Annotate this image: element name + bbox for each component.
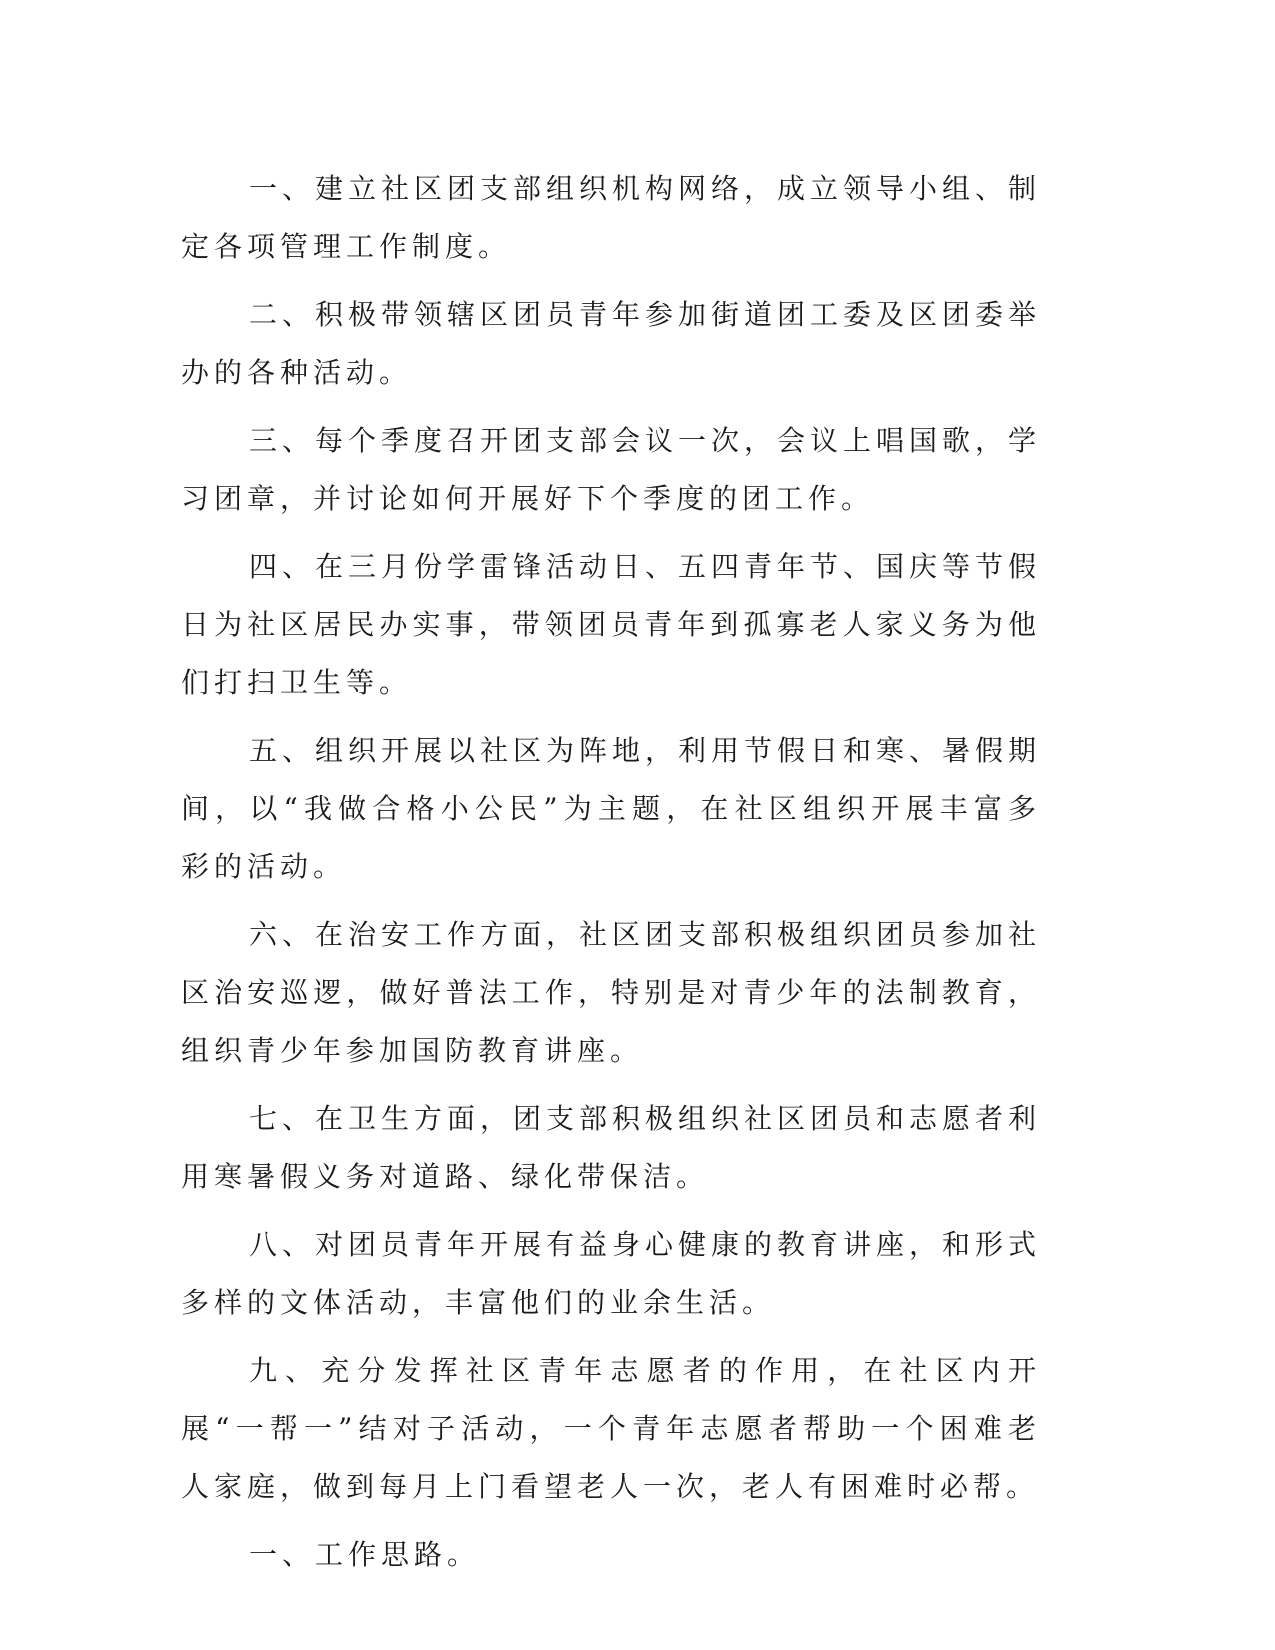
paragraph-3: 三、每个季度召开团支部会议一次，会议上唱国歌，学习团章，并讨论如何开展好下个季度的团工作。: [181, 424, 1042, 515]
document-body: [181, 160, 1041, 1594]
paragraph-5: 五、组织开展以社区为阵地，利用节假日和寒、暑假期间，以“我做合格小公民”为主题，在社区组织开展丰富多彩的活动。: [181, 734, 1042, 883]
paragraph-9: 九、充分发挥社区青年志愿者的作用，在社区内开展“一帮一”结对子活动，一个青年志愿者帮助一个困难老人家庭，做到每月上门看望老人一次，老人有困难时必帮。: [181, 1354, 1041, 1503]
paragraph-4: 四、在三月份学雷锋活动日、五四青年节、国庆等节假日为社区居民办实事，带领团员青年到孤寡老人家义务为他们打扫卫生等。: [181, 550, 1042, 699]
paragraph-2: 二、积极带领辖区团员青年参加街道团工委及区团委举办的各种活动。: [181, 298, 1042, 389]
paragraph-6: 六、在治安工作方面，社区团支部积极组织团员参加社区治安巡逻，做好普法工作，特别是对青少年的法制教育，组织青少年参加国防教育讲座。: [181, 918, 1042, 1067]
paragraph-1: 一、建立社区团支部组织机构网络，成立领导小组、制定各项管理工作制度。: [181, 172, 1042, 263]
paragraph-10: 一、工作思路。: [249, 1538, 481, 1571]
paragraph-7: 七、在卫生方面，团支部积极组织社区团员和志愿者利用寒暑假义务对道路、绿化带保洁。: [181, 1102, 1042, 1193]
paragraph-8: 八、对团员青年开展有益身心健康的教育讲座，和形式多样的文体活动，丰富他们的业余生活。: [181, 1228, 1042, 1319]
